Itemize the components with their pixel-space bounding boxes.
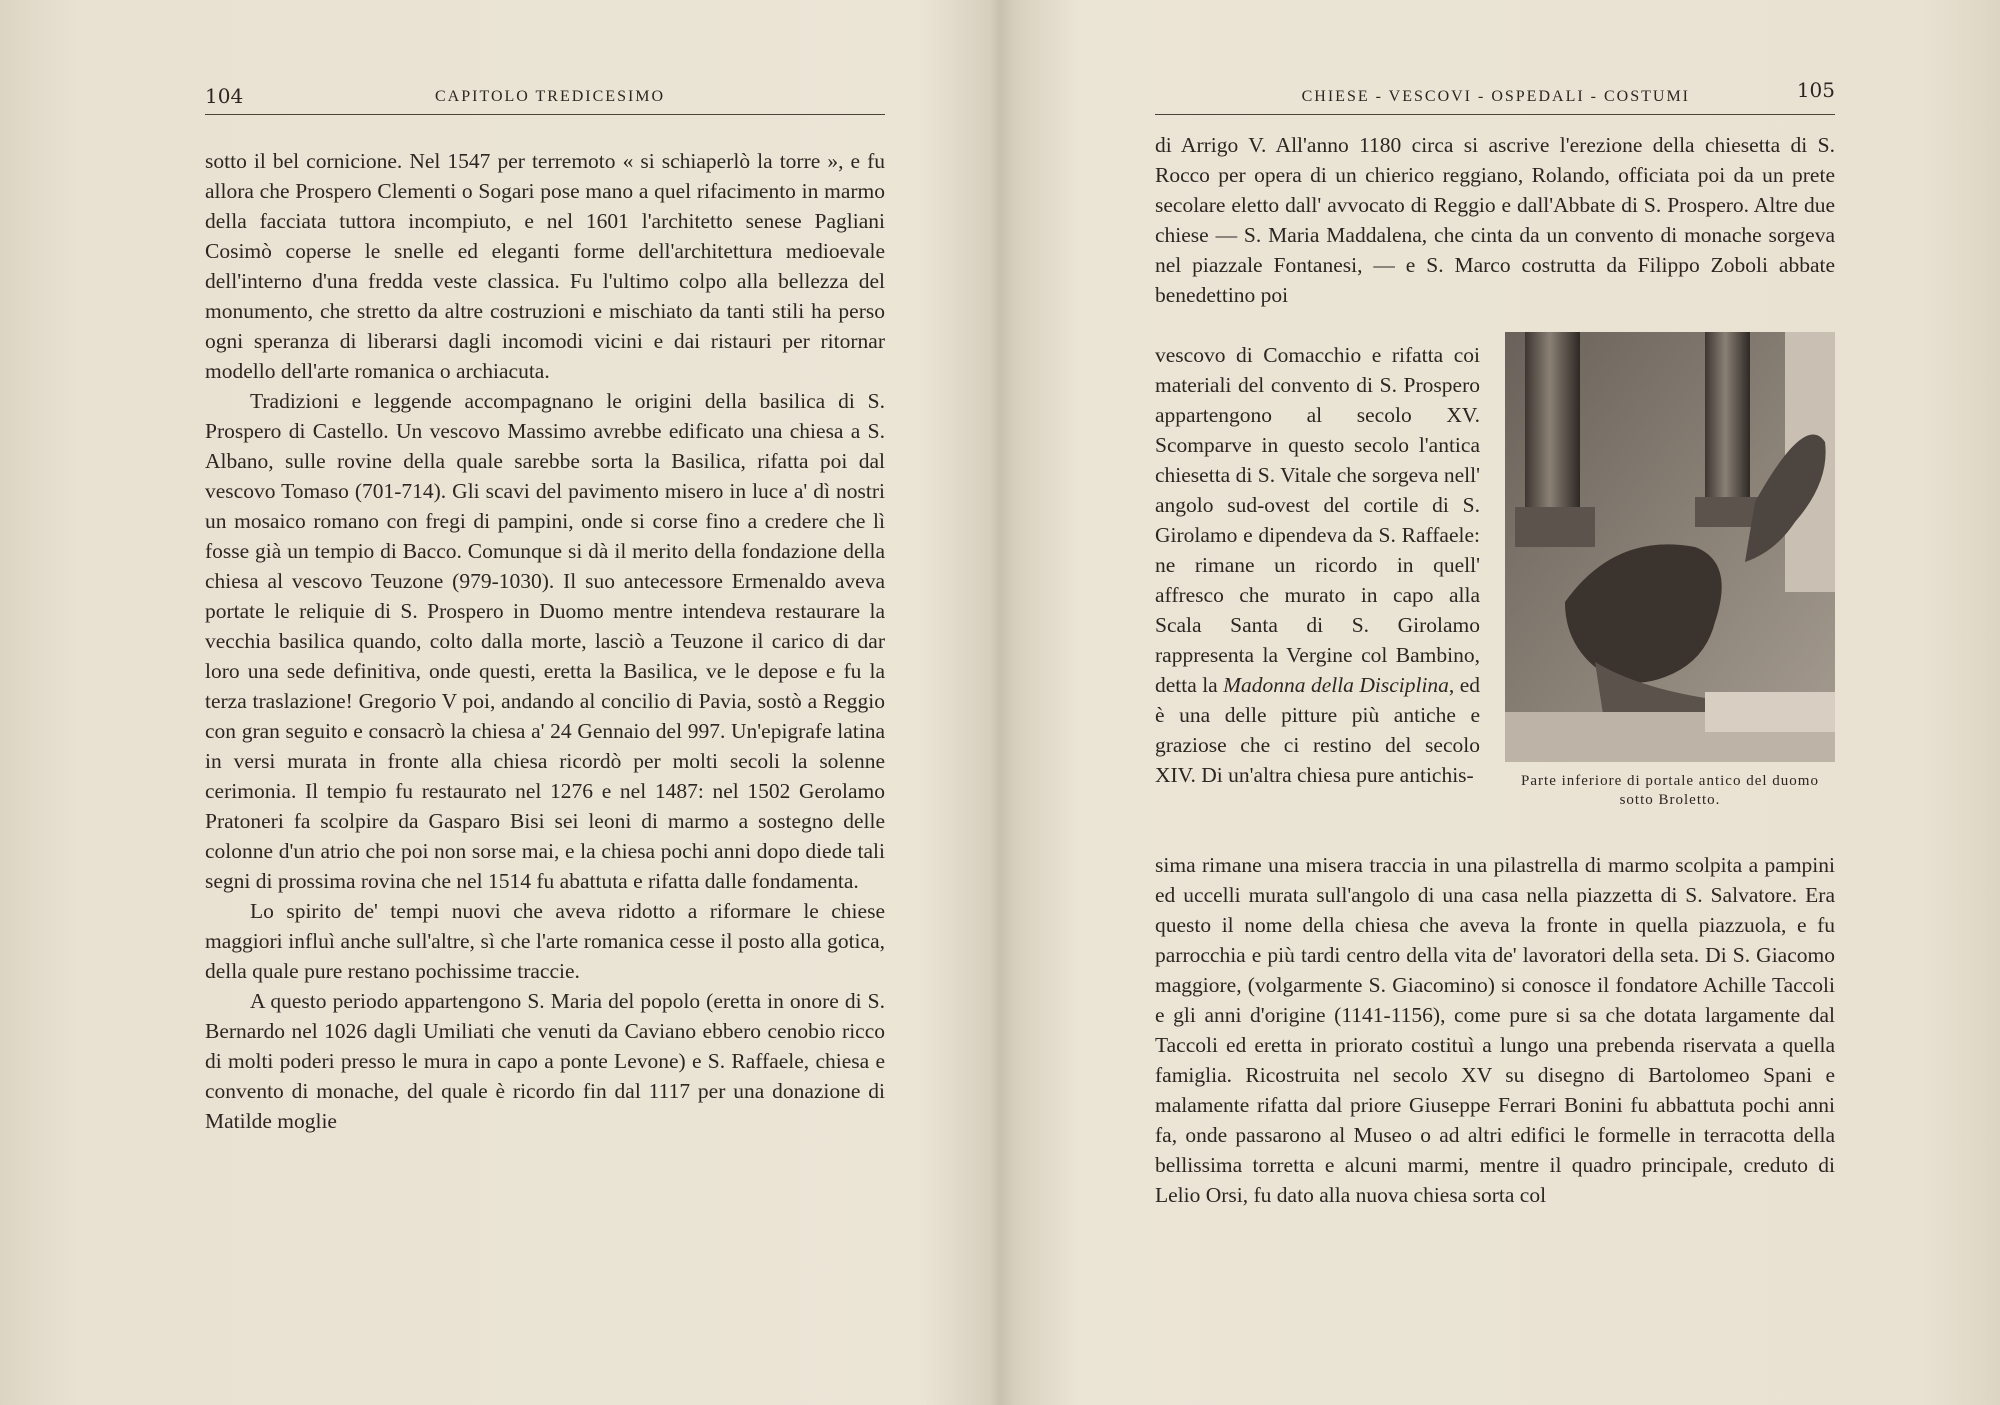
column-shape bbox=[1525, 332, 1580, 512]
text-run: vescovo di Comacchio e rifatta coi materiali del convento di S. Prospero appartengono al secolo XV. Scomparve in questo secolo l'antica chiesetta di S. Vitale che sorgeva nell' angolo sud-ovest del cortile di S. Girolamo e dipendeva da S. Raffaele: ne rimane un ricordo in quell' affresco che murato in capo alla Scala Santa di S. Girolamo rappresenta la Vergine col Bambino, detta la bbox=[1155, 343, 1480, 697]
paragraph-beside-figure bbox=[1155, 340, 1480, 790]
running-head: CHIESE - VESCOVI - OSPEDALI - COSTUMI bbox=[1301, 88, 1690, 105]
paragraph: A questo periodo appartengono S. Maria del popolo (eretta in onore di S. Bernardo nel 1026 dagli Umiliati che venuti da Caviano ebbero cenobio ricco di molti poderi presso le mura in capo a ponte Levone) e S. Raffaele, chiesa e convento di monache, del quale è ricordo fin dal 1117 per una donazione di Matilde moglie bbox=[205, 989, 885, 1133]
column-shape bbox=[1705, 332, 1750, 502]
right-page bbox=[1000, 0, 2000, 1405]
page-number: 104 bbox=[205, 84, 244, 108]
text-run: , ed è una delle pitture più antiche e graziose che ci restino del secolo XIV. Di un'altra chiesa pure antichis- bbox=[1155, 673, 1480, 787]
running-head: CAPITOLO TREDICESIMO bbox=[435, 88, 666, 105]
page-number: 105 bbox=[1796, 78, 1835, 102]
figure bbox=[1505, 332, 1835, 810]
step-shape bbox=[1705, 692, 1835, 732]
italic-title: Madonna della Disciplina bbox=[1223, 673, 1449, 697]
figure-caption: Parte inferiore di portale antico del duomo sotto Broletto. bbox=[1521, 773, 1819, 808]
column-base-shape bbox=[1515, 507, 1595, 547]
left-page-body bbox=[205, 146, 885, 1136]
right-page-header bbox=[1155, 80, 1835, 115]
left-page-header bbox=[205, 80, 885, 115]
paragraph: Tradizioni e leggende accompagnano le origini della basilica di S. Prospero di Castello. Un vescovo Massimo avrebbe edificato una chiesa a S. Albano, sulle rovine della quale sarebbe sorta la Basilica, rifatta poi dal vescovo Tomaso (701-714). Gli scavi del pavimento misero in luce a' dì nostri un mosaico romano con fregi di pampini, onde si corse fino a credere che lì fosse già un tempio di Bacco. Comunque si dà il merito della fondazione della chiesa al vescovo Teuzone (979-1030). Il suo antecessore Ermenaldo aveva portate le reliquie di S. Prospero in Duomo mentre intendeva restaurare la vecchia basilica quando, colto dalla morte, lasciò a Teuzone il carico di dar loro una sede definitiva, onde questi, eretta la Basilica, ve le depose e fu la terza traslazione! Gregorio V poi, andando al concilio di Pavia, sostò a Reggio con gran seguito e consacrò la chiesa a' 24 Gennaio del 997. Un'epigrafe latina in versi murata in fronte alla chiesa ricordò per molti secoli la solenne cerimonia. Il tempio fu restaurato nel 1276 e nel 1487: nel 1502 Gerolamo Pratoneri fa scolpire da Gasparo Bisi sei leoni di marmo a sostegno delle colonne d'un atrio che poi non sorse mai, e la chiesa pochi anni dopo diede tali segni di prossima rovina che nel 1514 fu abattuta e rifatta dalle fondamenta. bbox=[205, 389, 885, 893]
portal-photograph bbox=[1505, 332, 1835, 762]
paragraph: sotto il bel cornicione. Nel 1547 per terremoto « si schiaperlò la torre », e fu allora che Prospero Clementi o Sogari pose mano a quel rifacimento in marmo della facciata tuttora incompiuto, e nel 1601 l'architetto senese Pagliani Cosimò coperse le snelle ed eleganti forme dell'architettura medioevale dell'interno d'una fredda veste classica. Fu l'ultimo colpo alla bellezza del monumento, che stretto da altre costruzioni e mischiato da tanti stili ha perso ogni speranza di liberarsi dagli incomodi vicini e dai ristauri per ritornar modello dell'arte romanica o archiacuta. bbox=[205, 149, 885, 383]
paragraph: sima rimane una misera traccia in una pilastrella di marmo scolpita a pampini ed uccelli murata sull'angolo di una casa nella piazzetta di S. Salvatore. Era questo il nome della chiesa che aveva la fronte in quella piazzuola, e fu parrocchia e più tardi centro della vita de' lavoratori della seta. Di S. Giacomo maggiore, (volgarmente S. Giacomino) si conosce il fondatore Achille Taccoli e gli anni d'origine (1141-1156), come pure si sa che dotata largamente dal Taccoli ed eretta in priorato costituì a lungo una prebenda riservata a quella famiglia. Ricostruita nel secolo XV su disegno di Bartolomeo Spani e malamente rifatta dal priore Giuseppe Ferrari Bonini fu abbattuta pochi anni fa, onde passarono al Museo o ad altri edifici le formelle in terracotta della bellissima torretta e alcuni marmi, mentre il quadro principale, creduto di Lelio Orsi, fu dato alla nuova chiesa sorta col bbox=[1155, 853, 1835, 1207]
paragraph: Lo spirito de' tempi nuovi che aveva ridotto a riformare le chiese maggiori influì anche sull'altre, sì che l'arte romanica cesse il posto alla gotica, della quale pure restano pochissime traccie. bbox=[205, 899, 885, 983]
paragraph: di Arrigo V. All'anno 1180 circa si ascrive l'erezione della chiesetta di S. Rocco per opera di un chierico reggiano, Rolando, officiata poi da un prete secolare eletto dall' avvocato di Reggio e dall'Abbate di S. Prospero. Altre due chiese — S. Maria Maddalena, che cinta da un convento di monache sorgeva nel piazzale Fontanesi, — e S. Marco costrutta da Filippo Zoboli abbate benedettino poi bbox=[1155, 133, 1835, 307]
